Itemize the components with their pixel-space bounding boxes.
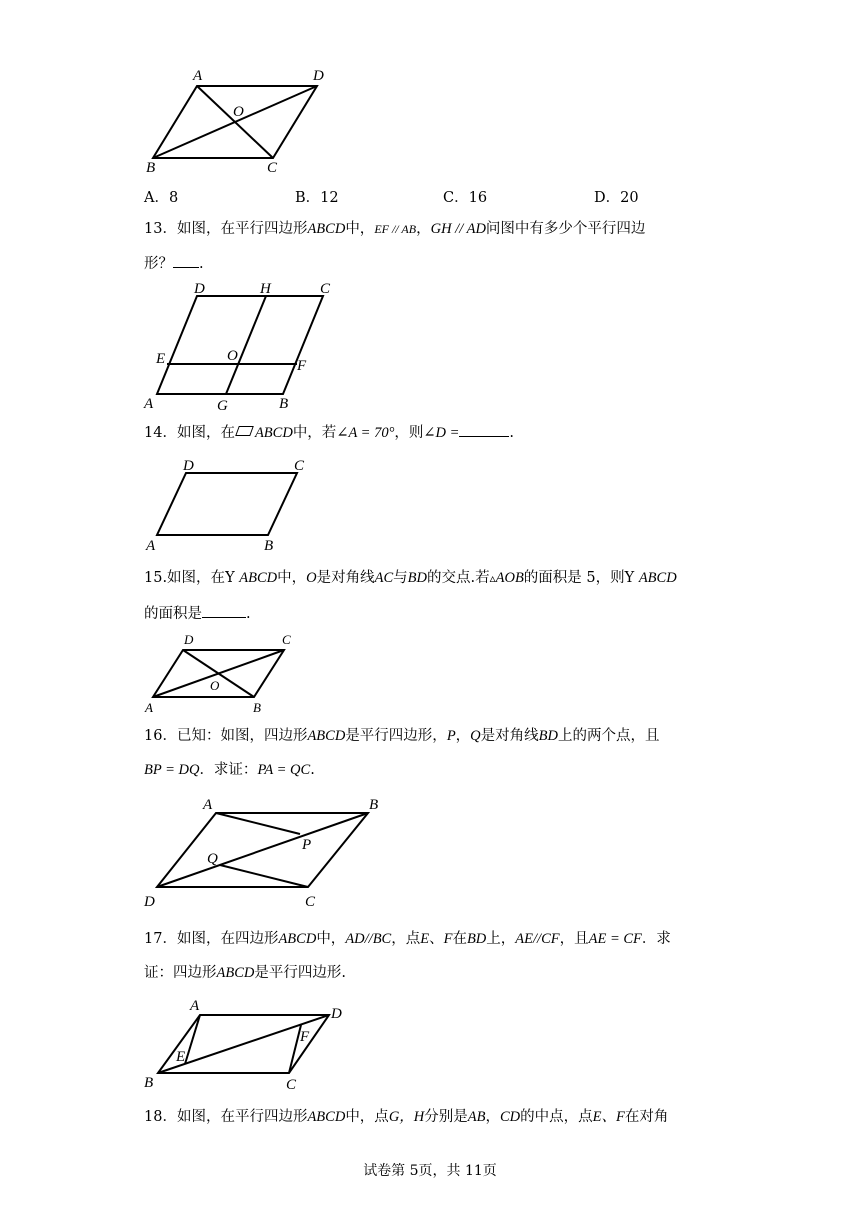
label-d: D [183,458,194,474]
label-b: B [279,396,289,412]
option-d: D．20 [594,190,639,206]
segment-gh [226,296,266,394]
answer-blank [202,603,246,618]
q13-figure [140,280,370,415]
label-d: D [331,1006,342,1022]
option-b: B．12 [295,190,339,206]
label-f: F [297,358,307,374]
label-e: E [176,1049,186,1065]
label-b: B [264,538,274,554]
label-a: A [193,68,203,84]
label-d: D [194,281,205,297]
q14-text: 14．如图，在 ABCD中，若∠A = 70°，则∠D = . [144,422,514,443]
q15-figure [140,630,310,720]
label-a: A [203,797,213,813]
answer-blank [459,422,509,437]
label-c: C [286,1077,297,1093]
label-p: P [302,837,312,853]
q12-figure [140,64,340,179]
label-c: C [294,458,305,474]
q15-text-line1: 15.如图，在Y ABCD中，O是对角线AC与BD的交点.若▵AOB的面积是 5，则Y ABCD [144,570,677,586]
label-g: G [217,398,228,414]
label-c: C [267,160,278,176]
label-b: B [146,160,156,176]
q17-text-line1: 17．如图，在四边形ABCD中，AD//BC，点E、F在BD上，AE//CF，且AE = CF．求 [144,931,671,947]
label-a: A [190,998,200,1014]
label-h: H [260,281,271,297]
label-b: B [253,700,261,715]
parallelogram-icon [235,426,254,436]
q13-text-line2: 形？ . [144,253,204,274]
segment-ae [185,1015,200,1064]
q16-text-line1: 16．已知：如图，四边形ABCD是平行四边形，P，Q是对角线BD上的两个点，且 [144,728,660,744]
label-d: D [184,632,194,647]
label-f: F [300,1029,310,1045]
parallelogram-abcd [157,296,323,394]
q18-text-line1: 18．如图，在平行四边形ABCD中，点G，H分别是AB，CD的中点，点E、F在对角 [144,1109,669,1125]
label-c: C [305,894,316,910]
q16-text-line2: BP = DQ．求证：PA = QC. [144,762,315,778]
diagonal-bd [153,86,317,158]
label-o: O [227,348,238,364]
label-a: A [144,396,154,412]
q15-text-line2: 的面积是 . [144,603,251,624]
label-d: D [313,68,324,84]
parallelogram-abcd [157,473,297,535]
label-b: B [144,1075,154,1091]
label-a: A [146,538,156,554]
label-o: O [233,104,244,120]
segment-qc [220,865,308,887]
q16-figure [140,795,390,913]
page-footer: 试卷第 5页，共 11页 [363,1163,497,1179]
label-c: C [282,632,291,647]
answer-blank [173,253,199,268]
label-q: Q [207,851,218,867]
q17-figure [140,993,360,1093]
segment-ap [216,813,300,834]
label-c: C [320,281,331,297]
label-e: E [156,351,166,367]
option-a: A．8 [144,190,179,206]
q14-figure [140,455,320,555]
option-c: C．16 [443,190,488,206]
label-d: D [144,894,155,910]
q13-text-line1: 13．如图，在平行四边形ABCD中，EF // AB，GH // AD问图中有多少个平行四边 [144,221,646,237]
label-a: A [145,700,153,715]
q17-text-line2: 证：四边形ABCD是平行四边形. [144,965,346,981]
label-o: O [210,678,220,693]
label-b: B [369,797,379,813]
